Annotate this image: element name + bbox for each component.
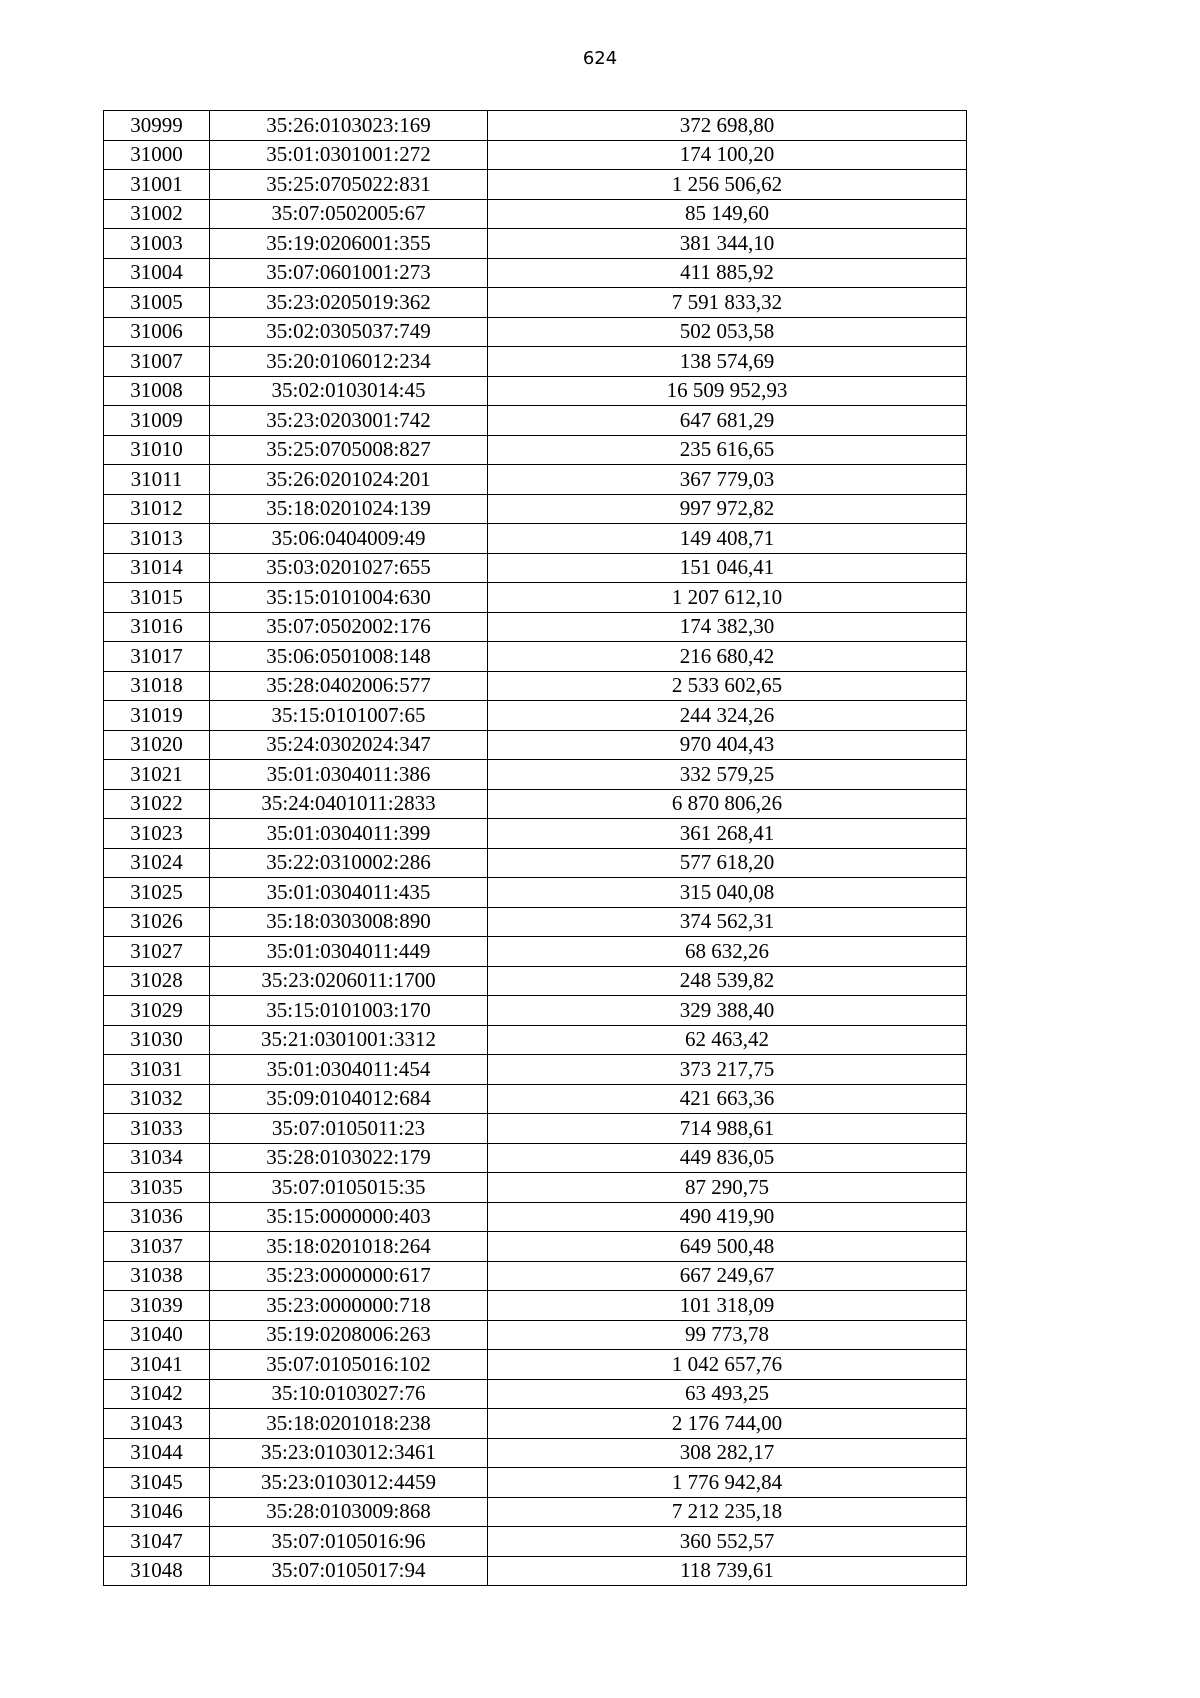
row-number-cell: 31002 [104,199,210,229]
cadastral-number-cell: 35:01:0304011:386 [210,760,488,790]
cadastral-number-cell: 35:18:0303008:890 [210,907,488,937]
cadastral-number-cell: 35:15:0101004:630 [210,583,488,613]
table-row [104,1173,967,1203]
table-row [104,258,967,288]
row-number-cell: 31024 [104,848,210,878]
table-row [104,465,967,495]
cadastral-number-cell: 35:23:0203001:742 [210,406,488,436]
cadastral-number-cell: 35:10:0103027:76 [210,1379,488,1409]
value-cell: 361 268,41 [488,819,967,849]
value-cell: 244 324,26 [488,701,967,731]
table-row [104,494,967,524]
cadastral-number-cell: 35:07:0105016:96 [210,1527,488,1557]
value-cell: 1 776 942,84 [488,1468,967,1498]
table-row [104,317,967,347]
row-number-cell: 31033 [104,1114,210,1144]
row-number-cell: 31003 [104,229,210,259]
cadastral-number-cell: 35:07:0105017:94 [210,1556,488,1586]
value-cell: 118 739,61 [488,1556,967,1586]
value-cell: 6 870 806,26 [488,789,967,819]
value-cell: 248 539,82 [488,966,967,996]
value-cell: 332 579,25 [488,760,967,790]
value-cell: 308 282,17 [488,1438,967,1468]
row-number-cell: 31028 [104,966,210,996]
row-number-cell: 31006 [104,317,210,347]
table-row [104,1350,967,1380]
row-number-cell: 31004 [104,258,210,288]
row-number-cell: 31031 [104,1055,210,1085]
value-cell: 1 256 506,62 [488,170,967,200]
table-row [104,553,967,583]
value-cell: 62 463,42 [488,1025,967,1055]
cadastral-number-cell: 35:24:0401011:2833 [210,789,488,819]
row-number-cell: 31032 [104,1084,210,1114]
cadastral-number-cell: 35:23:0205019:362 [210,288,488,318]
table-row [104,1084,967,1114]
row-number-cell: 31014 [104,553,210,583]
row-number-cell: 31000 [104,140,210,170]
value-cell: 329 388,40 [488,996,967,1026]
value-cell: 449 836,05 [488,1143,967,1173]
value-cell: 235 616,65 [488,435,967,465]
row-number-cell: 31030 [104,1025,210,1055]
value-cell: 373 217,75 [488,1055,967,1085]
cadastral-number-cell: 35:02:0103014:45 [210,376,488,406]
table-row [104,612,967,642]
table-row [104,111,967,141]
row-number-cell: 31012 [104,494,210,524]
value-cell: 372 698,80 [488,111,967,141]
table-row [104,642,967,672]
table-row [104,1438,967,1468]
table-row [104,199,967,229]
value-cell: 667 249,67 [488,1261,967,1291]
cadastral-number-cell: 35:20:0106012:234 [210,347,488,377]
row-number-cell: 31013 [104,524,210,554]
table-row [104,937,967,967]
value-cell: 411 885,92 [488,258,967,288]
cadastral-number-cell: 35:23:0206011:1700 [210,966,488,996]
table-row [104,1320,967,1350]
row-number-cell: 31047 [104,1527,210,1557]
value-cell: 151 046,41 [488,553,967,583]
table-row [104,966,967,996]
value-cell: 502 053,58 [488,317,967,347]
table-row [104,1232,967,1262]
value-cell: 7 591 833,32 [488,288,967,318]
registry-table-body [104,111,967,1586]
table-row [104,701,967,731]
value-cell: 174 382,30 [488,612,967,642]
row-number-cell: 31008 [104,376,210,406]
cadastral-number-cell: 35:01:0304011:435 [210,878,488,908]
value-cell: 174 100,20 [488,140,967,170]
cadastral-number-cell: 35:23:0103012:3461 [210,1438,488,1468]
table-row [104,524,967,554]
table-row [104,1379,967,1409]
value-cell: 16 509 952,93 [488,376,967,406]
row-number-cell: 31041 [104,1350,210,1380]
row-number-cell: 31036 [104,1202,210,1232]
value-cell: 7 212 235,18 [488,1497,967,1527]
row-number-cell: 31034 [104,1143,210,1173]
cadastral-number-cell: 35:02:0305037:749 [210,317,488,347]
cadastral-number-cell: 35:07:0502005:67 [210,199,488,229]
row-number-cell: 31027 [104,937,210,967]
row-number-cell: 31022 [104,789,210,819]
table-row [104,1055,967,1085]
cadastral-number-cell: 35:15:0101003:170 [210,996,488,1026]
value-cell: 99 773,78 [488,1320,967,1350]
value-cell: 138 574,69 [488,347,967,377]
cadastral-number-cell: 35:06:0501008:148 [210,642,488,672]
table-row [104,907,967,937]
cadastral-number-cell: 35:15:0101007:65 [210,701,488,731]
table-row [104,760,967,790]
value-cell: 101 318,09 [488,1291,967,1321]
cadastral-number-cell: 35:28:0402006:577 [210,671,488,701]
value-cell: 68 632,26 [488,937,967,967]
row-number-cell: 31017 [104,642,210,672]
row-number-cell: 31001 [104,170,210,200]
value-cell: 647 681,29 [488,406,967,436]
value-cell: 374 562,31 [488,907,967,937]
row-number-cell: 31045 [104,1468,210,1498]
row-number-cell: 31029 [104,996,210,1026]
value-cell: 85 149,60 [488,199,967,229]
cadastral-number-cell: 35:25:0705022:831 [210,170,488,200]
cadastral-number-cell: 35:06:0404009:49 [210,524,488,554]
value-cell: 315 040,08 [488,878,967,908]
cadastral-number-cell: 35:26:0201024:201 [210,465,488,495]
page-number: 624 [582,48,618,69]
cadastral-number-cell: 35:01:0301001:272 [210,140,488,170]
row-number-cell: 31009 [104,406,210,436]
table-row [104,996,967,1026]
row-number-cell: 31025 [104,878,210,908]
cadastral-number-cell: 35:21:0301001:3312 [210,1025,488,1055]
registry-table [103,110,967,1586]
cadastral-number-cell: 35:18:0201018:238 [210,1409,488,1439]
table-row [104,671,967,701]
cadastral-number-cell: 35:07:0105015:35 [210,1173,488,1203]
value-cell: 381 344,10 [488,229,967,259]
row-number-cell: 31015 [104,583,210,613]
row-number-cell: 31044 [104,1438,210,1468]
value-cell: 63 493,25 [488,1379,967,1409]
row-number-cell: 31039 [104,1291,210,1321]
cadastral-number-cell: 35:19:0206001:355 [210,229,488,259]
cadastral-number-cell: 35:23:0000000:617 [210,1261,488,1291]
table-row [104,730,967,760]
table-row [104,1025,967,1055]
table-row [104,170,967,200]
cadastral-number-cell: 35:26:0103023:169 [210,111,488,141]
cadastral-number-cell: 35:07:0105016:102 [210,1350,488,1380]
value-cell: 1 042 657,76 [488,1350,967,1380]
table-row [104,1556,967,1586]
value-cell: 714 988,61 [488,1114,967,1144]
table-row [104,1497,967,1527]
row-number-cell: 31005 [104,288,210,318]
row-number-cell: 31020 [104,730,210,760]
row-number-cell: 31043 [104,1409,210,1439]
cadastral-number-cell: 35:07:0502002:176 [210,612,488,642]
value-cell: 421 663,36 [488,1084,967,1114]
table-row [104,347,967,377]
table-row [104,140,967,170]
cadastral-number-cell: 35:03:0201027:655 [210,553,488,583]
value-cell: 367 779,03 [488,465,967,495]
cadastral-number-cell: 35:01:0304011:449 [210,937,488,967]
cadastral-number-cell: 35:25:0705008:827 [210,435,488,465]
table-row [104,583,967,613]
value-cell: 87 290,75 [488,1173,967,1203]
row-number-cell: 31042 [104,1379,210,1409]
value-cell: 649 500,48 [488,1232,967,1262]
table-row [104,229,967,259]
row-number-cell: 31021 [104,760,210,790]
row-number-cell: 31007 [104,347,210,377]
table-row [104,878,967,908]
row-number-cell: 31010 [104,435,210,465]
table-row [104,376,967,406]
table-row [104,406,967,436]
value-cell: 1 207 612,10 [488,583,967,613]
value-cell: 970 404,43 [488,730,967,760]
cadastral-number-cell: 35:07:0601001:273 [210,258,488,288]
table-row [104,288,967,318]
cadastral-number-cell: 35:23:0000000:718 [210,1291,488,1321]
table-row [104,1527,967,1557]
row-number-cell: 31019 [104,701,210,731]
table-row [104,1202,967,1232]
row-number-cell: 31023 [104,819,210,849]
cadastral-number-cell: 35:07:0105011:23 [210,1114,488,1144]
cadastral-number-cell: 35:19:0208006:263 [210,1320,488,1350]
row-number-cell: 31016 [104,612,210,642]
row-number-cell: 30999 [104,111,210,141]
cadastral-number-cell: 35:28:0103009:868 [210,1497,488,1527]
value-cell: 216 680,42 [488,642,967,672]
row-number-cell: 31026 [104,907,210,937]
row-number-cell: 31046 [104,1497,210,1527]
cadastral-number-cell: 35:22:0310002:286 [210,848,488,878]
cadastral-number-cell: 35:18:0201024:139 [210,494,488,524]
cadastral-number-cell: 35:15:0000000:403 [210,1202,488,1232]
table-row [104,848,967,878]
cadastral-number-cell: 35:18:0201018:264 [210,1232,488,1262]
cadastral-number-cell: 35:01:0304011:454 [210,1055,488,1085]
table-row [104,435,967,465]
table-row [104,1143,967,1173]
row-number-cell: 31018 [104,671,210,701]
value-cell: 360 552,57 [488,1527,967,1557]
value-cell: 2 176 744,00 [488,1409,967,1439]
row-number-cell: 31011 [104,465,210,495]
row-number-cell: 31048 [104,1556,210,1586]
table-row [104,1291,967,1321]
row-number-cell: 31038 [104,1261,210,1291]
table-row [104,789,967,819]
row-number-cell: 31035 [104,1173,210,1203]
value-cell: 577 618,20 [488,848,967,878]
cadastral-number-cell: 35:09:0104012:684 [210,1084,488,1114]
row-number-cell: 31037 [104,1232,210,1262]
row-number-cell: 31040 [104,1320,210,1350]
cadastral-number-cell: 35:28:0103022:179 [210,1143,488,1173]
value-cell: 997 972,82 [488,494,967,524]
value-cell: 2 533 602,65 [488,671,967,701]
table-row [104,1261,967,1291]
value-cell: 149 408,71 [488,524,967,554]
cadastral-number-cell: 35:01:0304011:399 [210,819,488,849]
value-cell: 490 419,90 [488,1202,967,1232]
cadastral-number-cell: 35:23:0103012:4459 [210,1468,488,1498]
table-row [104,1468,967,1498]
cadastral-number-cell: 35:24:0302024:347 [210,730,488,760]
table-row [104,1114,967,1144]
table-row [104,819,967,849]
table-row [104,1409,967,1439]
